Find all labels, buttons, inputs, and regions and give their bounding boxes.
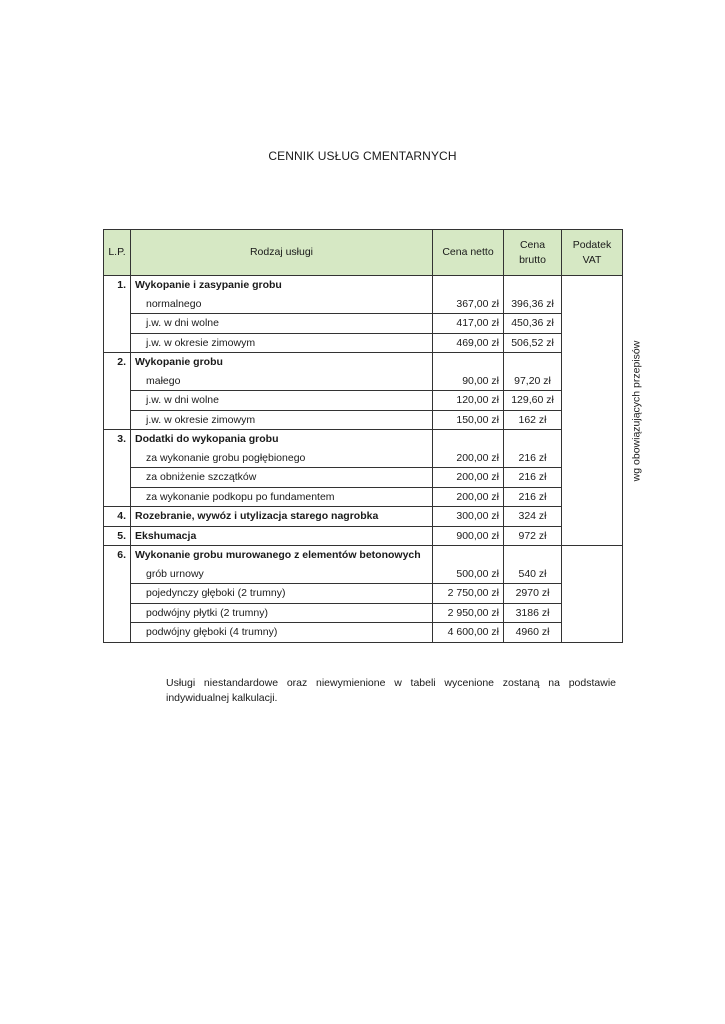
net-price: 417,00 zł	[433, 314, 504, 334]
row-number	[104, 603, 131, 623]
net-price: 900,00 zł	[433, 526, 504, 546]
row-number: 5.	[104, 526, 131, 546]
table-row	[104, 565, 623, 584]
gross-price: 540 zł	[504, 565, 562, 584]
gross-price: 129,60 zł	[504, 391, 562, 411]
gross-price	[504, 276, 562, 295]
net-price: 200,00 zł	[433, 468, 504, 488]
gross-price: 972 zł	[504, 526, 562, 546]
gross-price: 216 zł	[504, 449, 562, 468]
gross-price	[504, 430, 562, 449]
table-row	[104, 507, 623, 527]
row-number	[104, 565, 131, 584]
table-row	[104, 526, 623, 546]
table-body	[104, 276, 643, 643]
vat-empty-cell	[562, 546, 623, 565]
table-row	[104, 372, 623, 391]
row-number: 4.	[104, 507, 131, 527]
row-number	[104, 410, 131, 430]
net-price: 150,00 zł	[433, 410, 504, 430]
service-name: małego	[131, 372, 433, 391]
net-price	[433, 430, 504, 449]
vat-note-cell	[562, 276, 643, 546]
service-name: pojedynczy głęboki (2 trumny)	[131, 584, 433, 604]
footnote: Usługi niestandardowe oraz niewymienione w tabeli wycenione zostaną na podstawie indywidualnej kalkulacji.	[166, 677, 616, 704]
table-row	[104, 333, 623, 353]
service-name: Dodatki do wykopania grobu	[131, 430, 433, 449]
table-row	[104, 391, 623, 411]
gross-price: 506,52 zł	[504, 333, 562, 353]
header-gross-price	[504, 230, 562, 276]
gross-price: 324 zł	[504, 507, 562, 527]
table-row	[104, 410, 623, 430]
net-price	[433, 276, 504, 295]
net-price: 469,00 zł	[433, 333, 504, 353]
service-name: j.w. w okresie zimowym	[131, 410, 433, 430]
row-number	[104, 295, 131, 314]
gross-price: 216 zł	[504, 487, 562, 507]
gross-price: 2970 zł	[504, 584, 562, 604]
row-number	[104, 468, 131, 488]
net-price: 4 600,00 zł	[433, 623, 504, 643]
service-name: podwójny płytki (2 trumny)	[131, 603, 433, 623]
table-row	[104, 546, 623, 565]
net-price: 2 950,00 zł	[433, 603, 504, 623]
vat-empty-cell	[562, 623, 623, 643]
gross-price: 162 zł	[504, 410, 562, 430]
vat-note: wg obowiązujących przepisów	[630, 340, 643, 481]
service-name: Wykopanie i zasypanie grobu	[131, 276, 433, 295]
gross-price: 4960 zł	[504, 623, 562, 643]
service-name: grób urnowy	[131, 565, 433, 584]
table-row	[104, 449, 623, 468]
header-net-price: Cena netto	[433, 230, 504, 276]
table-row	[104, 584, 623, 604]
gross-price: 3186 zł	[504, 603, 562, 623]
gross-price	[504, 353, 562, 372]
net-price: 200,00 zł	[433, 449, 504, 468]
row-number	[104, 391, 131, 411]
service-name: Wykonanie grobu murowanego z elementów betonowych	[131, 546, 433, 565]
net-price: 367,00 zł	[433, 295, 504, 314]
table-row	[104, 468, 623, 488]
gross-price: 450,36 zł	[504, 314, 562, 334]
row-number	[104, 333, 131, 353]
row-number	[104, 584, 131, 604]
row-number	[104, 623, 131, 643]
row-number	[104, 372, 131, 391]
table-header-row	[104, 230, 623, 276]
row-number: 1.	[104, 276, 131, 295]
price-table	[103, 229, 643, 643]
table-row	[104, 314, 623, 334]
table-row	[104, 623, 623, 643]
service-name: za obniżenie szczątków	[131, 468, 433, 488]
header-gross-label: Cena brutto	[519, 238, 546, 266]
service-name: podwójny głęboki (4 trumny)	[131, 623, 433, 643]
row-number	[104, 314, 131, 334]
header-vat	[562, 230, 623, 276]
service-name: Ekshumacja	[131, 526, 433, 546]
table-row	[104, 487, 623, 507]
net-price: 300,00 zł	[433, 507, 504, 527]
service-name: za wykonanie grobu pogłębionego	[131, 449, 433, 468]
service-name: j.w. w okresie zimowym	[131, 333, 433, 353]
vat-empty-cell	[562, 565, 623, 584]
header-lp: L.P.	[104, 230, 131, 276]
table-row	[104, 295, 623, 314]
table-row	[104, 430, 623, 449]
page-title: CENNIK USŁUG CMENTARNYCH	[268, 149, 457, 163]
vat-empty-cell	[562, 603, 623, 623]
net-price: 120,00 zł	[433, 391, 504, 411]
gross-price: 216 zł	[504, 468, 562, 488]
header-vat-label: Podatek VAT	[572, 238, 612, 266]
row-number	[104, 449, 131, 468]
gross-price: 97,20 zł	[504, 372, 562, 391]
net-price: 200,00 zł	[433, 487, 504, 507]
net-price: 2 750,00 zł	[433, 584, 504, 604]
service-name: j.w. w dni wolne	[131, 391, 433, 411]
service-name: za wykonanie podkopu po fundamentem	[131, 487, 433, 507]
vat-empty-cell	[562, 584, 623, 604]
service-name: Wykopanie grobu	[131, 353, 433, 372]
header-service: Rodzaj usługi	[131, 230, 433, 276]
gross-price: 396,36 zł	[504, 295, 562, 314]
net-price: 90,00 zł	[433, 372, 504, 391]
service-name: j.w. w dni wolne	[131, 314, 433, 334]
net-price	[433, 546, 504, 565]
row-number: 6.	[104, 546, 131, 565]
service-name: normalnego	[131, 295, 433, 314]
table-row	[104, 353, 623, 372]
row-number: 3.	[104, 430, 131, 449]
net-price: 500,00 zł	[433, 565, 504, 584]
gross-price	[504, 546, 562, 565]
net-price	[433, 353, 504, 372]
service-name: Rozebranie, wywóz i utylizacja starego nagrobka	[131, 507, 433, 527]
row-number	[104, 487, 131, 507]
table-row	[104, 603, 623, 623]
table-row	[104, 276, 623, 295]
row-number: 2.	[104, 353, 131, 372]
